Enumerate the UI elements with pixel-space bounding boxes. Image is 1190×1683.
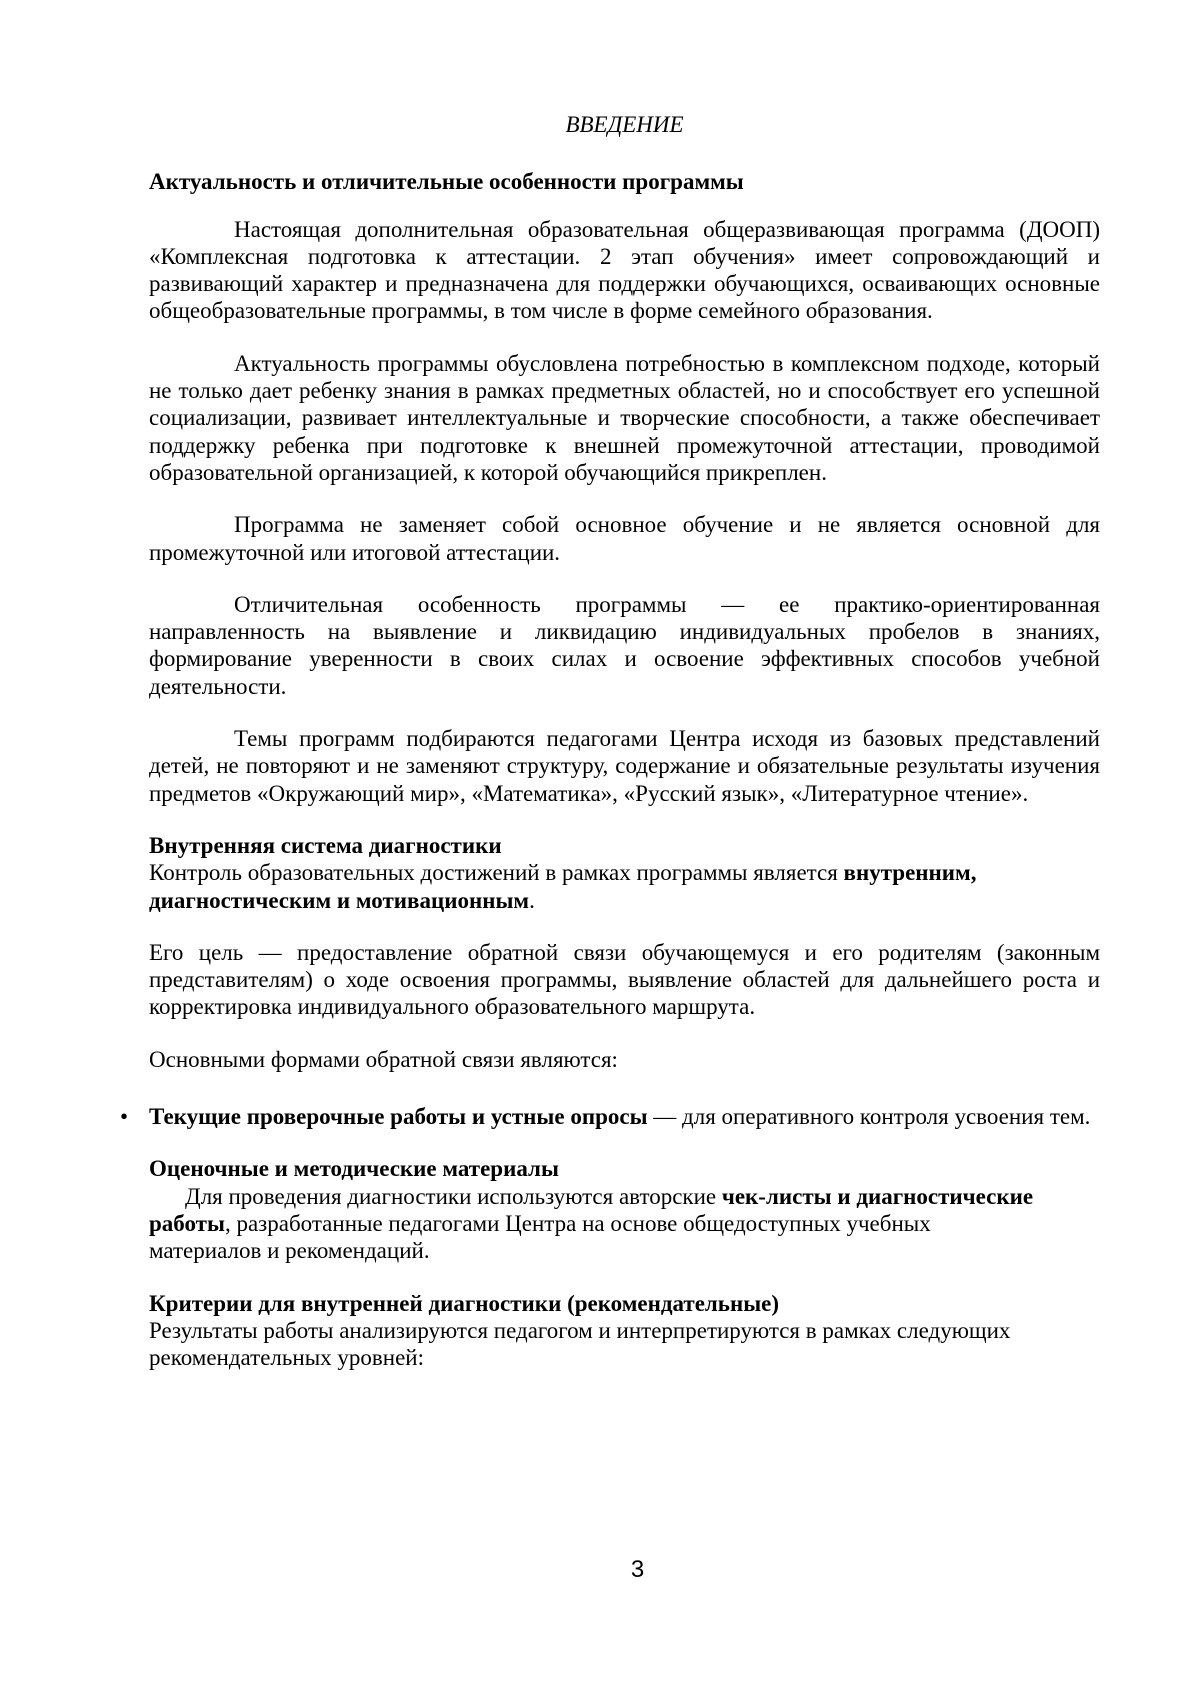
paragraph-program-scope: Программа не заменяет собой основное обучение и не является основной для промежуточной или итоговой аттестации. <box>149 512 1100 565</box>
list-item-text: Текущие проверочные работы и устные опросы — для оперативного контроля усвоения тем. <box>149 1104 1091 1130</box>
page-number: 3 <box>630 1556 645 1583</box>
list-item-current-tests <box>120 1103 1100 1130</box>
document-title: ВВЕДЕНИЕ <box>565 112 684 137</box>
paragraph-control-type: Контроль образовательных достижений в рамках программы является внутренним, диагностическим и мотивационным. <box>149 860 977 913</box>
heading-program-relevance: Актуальность и отличительные особенности программы <box>149 169 744 195</box>
heading-internal-diagnostics: Внутренняя система диагностики <box>149 832 502 858</box>
heading-diagnostic-criteria: Критерии для внутренней диагностики (рекомендательные) <box>149 1290 780 1316</box>
paragraph-feedback-goal: Его цель — предоставление обратной связи обучающемуся и его родителям (законным представителям) о ходе освоения программы, выявление областей для дальнейшего роста и корректировка индивидуального образовательного маршрута. <box>149 939 1100 1020</box>
paragraph-program-description: Настоящая дополнительная образовательная общеразвивающая программа (ДООП) «Комплексная подготовка к аттестации. 2 этап обучения» имеет сопровождающий и развивающий характер и предназначена для поддержки обучающихся, осваивающих основные общеобразовательные программы, в том числе в форме семейного образования. <box>149 216 1100 324</box>
paragraph-program-relevance: Актуальность программы обусловлена потребностью в комплексном подходе, который не только дает ребенку знания в рамках предметных областей, но и способствует его успешной социализации, развивает интеллектуальные и творческие способности, а также обеспечивает поддержку ребенка при подготовке к внешней промежуточной аттестации, проводимой образовательной организацией, к которой обучающийся прикреплен. <box>149 350 1100 485</box>
paragraph-assessment-materials: Для проведения диагностики используются авторские чек-листы и диагностические работы, разработанные педагогами Центра на основе общедоступных учебных материалов и рекомендаций. <box>149 1183 1034 1264</box>
paragraph-feedback-forms-intro: Основными формами обратной связи являются: <box>149 1046 618 1072</box>
heading-assessment-materials: Оценочные и методические материалы <box>149 1156 559 1182</box>
paragraph-diagnostic-criteria: Результаты работы анализируются педагогом и интерпретируются в рамках следующих рекомендательных уровней: <box>149 1317 1011 1371</box>
paragraph-program-topics: Темы программ подбираются педагогами Центра исходя из базовых представлений детей, не повторяют и не заменяют структуру, содержание и обязательные результаты изучения предметов «Окружающий мир», «Математика», «Русский язык», «Литературное чтение». <box>149 726 1100 806</box>
bullet-icon: • <box>120 1104 129 1130</box>
paragraph-distinctive-feature: Отличительная особенность программы — ее практико-ориентированная направленность на выявление и ликвидацию индивидуальных пробелов в знаниях, формирование уверенности в своих силах и освоение эффективных способов учебной деятельности. <box>149 591 1100 699</box>
